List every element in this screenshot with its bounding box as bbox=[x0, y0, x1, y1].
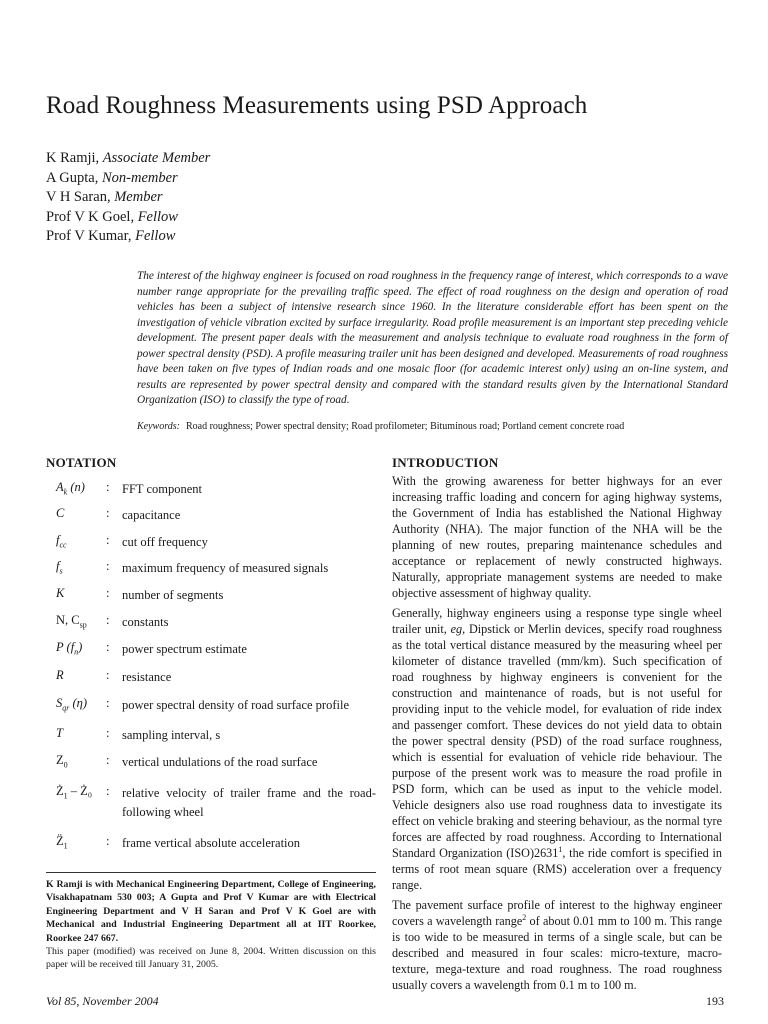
page-number: 193 bbox=[706, 994, 724, 1008]
intro-paragraph: Generally, highway engineers using a response type single wheel trailer unit, eg, Dipstick or Merlin devices, specify road roughness as the total vertical distance measured by the measuring wheel per kilometer of distance travelled (mm/km). Such specification of road roughness by highway engineers is convenient for the construction and maintenance of roads, but is not useful for providing input to the vehicle model, for evaluation of ride index and passenger comfort. These devices do not yield data to obtain the power spectral density (PSD) of the road surface roughness, which is essential for evaluation of vehicle ride behaviour. The purpose of the present work was to measure the road profile in PSD form, which can be used as input to the vehicle model. Vehicle designers also use road roughness data to investigate its effect on vehicle braking and steering behaviour, as the normal tyre forces are affected by road roughness. According to International Standard Organization (ISO)2631$^1$, the ride comfort is specified in terms of root mean square (RMS) acceleration over a frequency range. bbox=[392, 606, 722, 892]
notation-symbol: $Ż_1$ – Ż₀ bbox=[56, 784, 93, 801]
author-affiliation: K Ramji is with Mechanical Engineering Department, College of Engineering, Visakhapatnam 530 003; A Gupta and Prof V Kumar are with Electrical Engineering Department and V H Saran and Prof V K Goel are with Mechanical and Industrial Engineering Department all at IIT Roorkee, Roorkee 247 667. bbox=[46, 879, 376, 944]
notation-symbol: $A_k$ (n) bbox=[56, 480, 85, 497]
notation-symbol: K bbox=[56, 586, 65, 600]
notation-definition: relative velocity of trailer frame and the road-following wheel bbox=[122, 786, 376, 819]
notation-definition: vertical undulations of the road surface bbox=[122, 755, 318, 769]
notation-symbol: $S_{qr}$ (η) bbox=[56, 696, 88, 713]
intro-paragraph: With the growing awareness for better highways for an ever increasing traffic loading and concern for aging highway systems, the Government of India has established the National Highway Authority (NHA). The major function of the NHA will be the planning of new routes, preparing maintenance schedules and acceptance or replacement of newly constructed highways. Naturally, appropriate management systems are needed to make objective assessment of highway quality. bbox=[392, 474, 722, 600]
notation-symbol: R bbox=[56, 668, 64, 682]
notation-definition: power spectrum estimate bbox=[122, 642, 247, 656]
author-line: V H Saran, Member bbox=[46, 189, 163, 206]
introduction-heading: INTRODUCTION bbox=[392, 455, 499, 470]
footnote-divider bbox=[46, 872, 376, 873]
notation-symbol: N, $C_{sp}$ bbox=[56, 613, 87, 630]
notation-definition: maximum frequency of measured signals bbox=[122, 561, 329, 575]
notation-symbol: $f_{cc}$ bbox=[56, 533, 67, 550]
author-line: Prof V K Goel, Fellow bbox=[46, 208, 178, 225]
notation-definition: capacitance bbox=[122, 508, 181, 522]
keywords-text: Road roughness; Power spectral density; Road profilometer; Bituminous road; Portland cement concrete road bbox=[185, 421, 625, 432]
paper-title: Road Roughness Measurements using PSD Approach bbox=[46, 92, 588, 119]
author-line: Prof V Kumar, Fellow bbox=[46, 228, 176, 245]
keywords-label: Keywords: bbox=[137, 421, 180, 432]
notation-definition: number of segments bbox=[122, 588, 224, 602]
notation-definition: cut off frequency bbox=[122, 535, 208, 549]
notation-symbol: C bbox=[56, 506, 65, 520]
notation-symbol: $Z_0$ bbox=[56, 753, 68, 770]
author-list bbox=[46, 149, 210, 247]
abstract: The interest of the highway engineer is focused on road roughness in the frequency range of interest, which corresponds to a wave number range appropriate for the prevailing traffic speed. The effect of road roughness on the design and operation of road vehicles has been a subject of intensive research since 1960. In the literature considerable effort has been spent on the investigation of vehicle vibration excited by surface irregularity. Road profile measurement is an important step preceding vehicle development. The present paper deals with the measurement and analysis technique to evaluate road roughness in the form of power spectral density (PSD). A profile measuring trailer unit has been designed and developed. Measurements of road roughness have been taken on five types of Indian roads and one mosaic floor (for academic interest only) using an on-line system, and results are represented by power spectral density and compared with the standard results given by the International Standard Organization (ISO) to classify the type of road. bbox=[137, 270, 728, 406]
received-note: This paper (modified) was received on June 8, 2004. Written discussion on this paper will be received till January 31, 2005. bbox=[46, 946, 376, 971]
notation-definition: power spectral density of road surface profile bbox=[122, 698, 349, 712]
notation-symbol: P $(f_n)$ bbox=[56, 640, 83, 657]
introduction-body bbox=[392, 473, 722, 997]
notation-definition: FFT component bbox=[122, 482, 202, 496]
keywords bbox=[137, 421, 737, 432]
notation-symbol: $f_s$ bbox=[56, 559, 63, 576]
notation-definition: frame vertical absolute acceleration bbox=[122, 836, 301, 850]
author-line: K Ramji, Associate Member bbox=[46, 150, 211, 166]
journal-volume-footer: Vol 85, November 2004 bbox=[46, 994, 159, 1008]
author-line: A Gupta, Non-member bbox=[46, 169, 178, 186]
intro-paragraph: The pavement surface profile of interest to the highway engineer covers a wavelength range$^2$ of about 0.01 mm to 100 m. This range is too wide to be measured in terms of a single scale, but can be described and measured in four scales: micro-texture, macro-texture, mega-texture and road roughness. The road roughness usually covers a wavelength from 0.1 m to 100 m. bbox=[392, 898, 722, 992]
notation-definition: constants bbox=[122, 615, 169, 629]
notation-definition: resistance bbox=[122, 670, 172, 684]
notation-definition: sampling interval, s bbox=[122, 728, 221, 742]
notation-heading: NOTATION bbox=[46, 455, 117, 470]
notation-symbol: T bbox=[56, 726, 63, 740]
notation-symbol: $Z̈_1$ bbox=[56, 834, 68, 851]
